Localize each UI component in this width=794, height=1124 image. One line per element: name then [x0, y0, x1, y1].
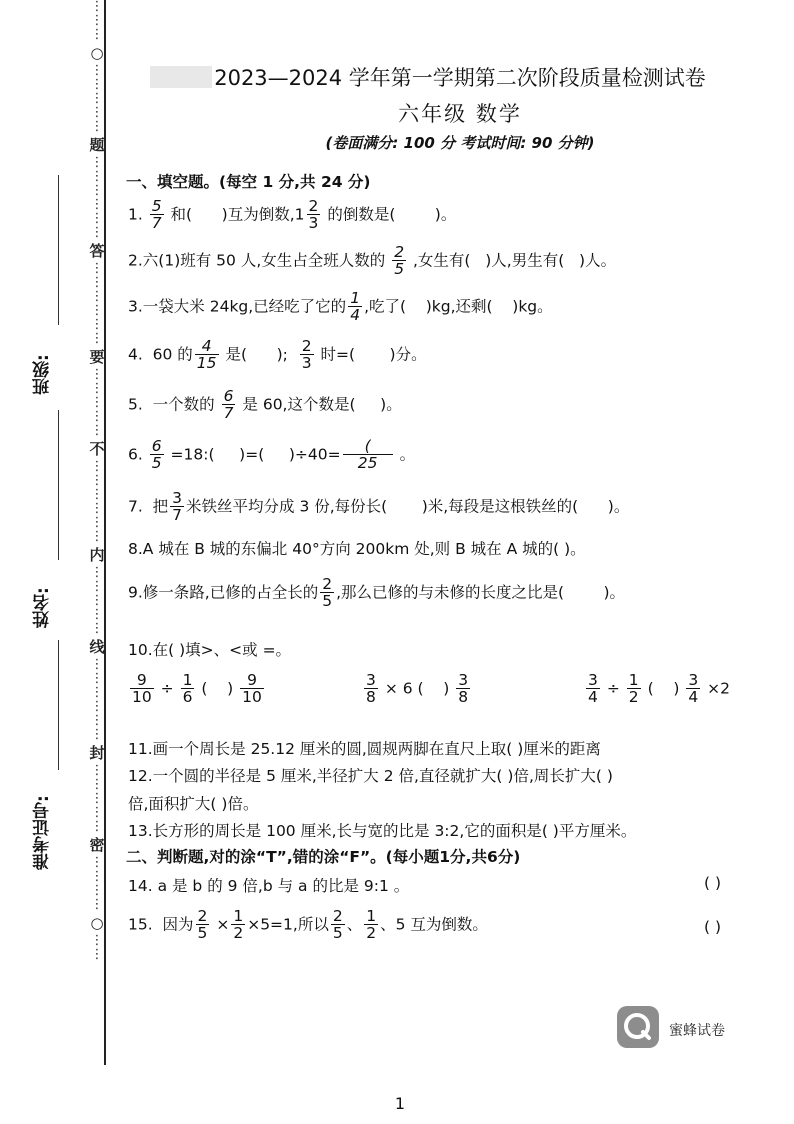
question-1: 1. $\frac{5}{7}$ 和( )互为倒数,1 $\frac{2}{3}$ 的倒数是( )。: [128, 197, 457, 233]
exam-title: 2023—2024 学年第一学期第二次阶段质量检测试卷: [214, 66, 706, 90]
question-3: 3.一袋大米 24kg,已经吃了它的 $\frac{1}{4}$ ,吃了( )kg,还剩( )kg。: [128, 289, 553, 325]
fraction: $\frac{9}{10}$: [132, 671, 152, 707]
question-10: 10.在( )填>、<或 =。: [128, 641, 292, 659]
question-12-line-2: 倍,面积扩大( )倍。: [128, 795, 259, 813]
exam-no-line: [58, 640, 59, 770]
exam-subtitle: 六年级 数学: [398, 102, 522, 126]
section-heading: 一、填空题。(每空 1 分,共 24 分): [126, 173, 371, 191]
seal-word: 密: [89, 836, 105, 854]
question-7: 7. 把 $\frac{3}{7}$ 米铁丝平均分成 3 份,每份长( )米,每段是这根铁丝的( )。: [128, 489, 630, 525]
fraction: $\frac{1}{2}$: [366, 907, 377, 943]
fraction: $\frac{(}{25}$: [343, 438, 393, 472]
fraction: $\frac{3}{4}$: [688, 671, 699, 707]
seal-word: 封: [89, 744, 105, 762]
question-14: 14. a 是 b 的 9 倍,b 与 a 的比是 9:1 。: [128, 877, 410, 895]
brand-text: 蜜蜂试卷: [669, 1023, 725, 1039]
fraction: $\frac{2}{5}$: [197, 907, 208, 943]
question-6: 6. $\frac{6}{5}$ =18:( )=( )÷40= $\frac{(}{25}$ 。: [128, 437, 416, 473]
seal-word: 要: [89, 348, 105, 366]
fraction: $\frac{2}{5}$: [332, 907, 343, 943]
fraction: $\frac{6}{7}$: [223, 387, 234, 423]
seal-circle-top: ○: [90, 44, 104, 62]
brand-logo-icon: [617, 1006, 659, 1048]
compare-1: $\frac{9}{10}$ ÷ $\frac{1}{6}$ ( ) $\frac{9}{10}$: [132, 671, 262, 707]
fraction: $\frac{2}{5}$: [322, 575, 333, 611]
name-line: [58, 410, 59, 560]
fraction: $\frac{1}{2}$: [628, 671, 639, 707]
section-heading: 二、判断题,对的涂“T”,错的涂“F”。(每小题1分,共6分): [126, 848, 521, 866]
seal-word: 内: [89, 546, 105, 564]
answer-blank: ( ): [201, 679, 234, 698]
fraction: $\frac{2}{3}$: [308, 197, 319, 233]
answer-box-14: ( ): [704, 874, 722, 892]
fraction: $\frac{5}{7}$: [151, 197, 162, 233]
class-line: [58, 175, 59, 325]
seal-word: 题: [89, 136, 105, 154]
question-15: 15. 因为 $\frac{2}{5}$ × $\frac{1}{2}$ ×5=1,所以 $\frac{2}{5}$ 、 $\frac{1}{2}$ 、5 互为倒数。: [128, 907, 488, 943]
answer-blank: ( ): [647, 679, 680, 698]
seal-word: 答: [89, 242, 105, 260]
fraction: $\frac{3}{8}$: [366, 671, 376, 707]
answer-box-15: ( ): [704, 918, 722, 936]
fraction: $\frac{2}{5}$: [394, 243, 405, 279]
answer-blank: ( ): [417, 679, 450, 698]
fraction: $\frac{1}{2}$: [233, 907, 244, 943]
fraction: $\frac{3}{7}$: [172, 489, 183, 525]
question-9: 9.修一条路,已修的占全长的 $\frac{2}{5}$ ,那么已修的与未修的长度之比是( )。: [128, 575, 626, 611]
fraction: $\frac{9}{10}$: [242, 671, 262, 707]
exam-no-label: 准考证号:: [33, 795, 53, 870]
compare-3: $\frac{3}{4}$ ÷ $\frac{1}{2}$ ( ) $\frac{3}{4}$ ×2: [588, 671, 730, 707]
page-number: 1: [394, 1094, 406, 1113]
question-13: 13.长方形的周长是 100 厘米,长与宽的比是 3:2,它的面积是( )平方厘米。: [128, 822, 637, 840]
seal-dots: ⋮ ⋮ ⋮: [90, 0, 104, 42]
question-11: 11.画一个周长是 25.12 厘米的圆,圆规两脚在直尺上取( )厘米的距离: [128, 740, 601, 758]
question-4: 4. 60 的 $\frac{4}{15}$ 是( ); $\frac{2}{3}$ 时=( )分。: [128, 337, 427, 373]
fraction: $\frac{6}{5}$: [151, 437, 162, 473]
seal-circle-bottom: ○: [90, 914, 104, 932]
fraction: $\frac{1}{4}$: [350, 289, 361, 325]
compare-2: $\frac{3}{8}$ × 6 ( ) $\frac{3}{8}$: [366, 671, 469, 707]
brand-watermark: [617, 1006, 767, 1056]
name-label: 姓名:: [33, 587, 53, 628]
question-12-line-1: 12.一个圆的半径是 5 厘米,半径扩大 2 倍,直径就扩大( )倍,周长扩大( ): [128, 767, 613, 785]
seal-line: ⋮ ⋮ ⋮ ○ ⋮ ⋮ ⋮ ⋮ ⋮ 题 ⋮ ⋮ ⋮ ⋮ ⋮ ⋮ 答 ⋮ ⋮ ⋮ ⋮ ⋮ ⋮ 要 ⋮ ⋮ ⋮ ⋮ ⋮ 不 ⋮ ⋮ ⋮ ⋮ ⋮ ⋮ 内 ⋮ ⋮ ⋮ ⋮ ⋮ 线 ⋮ ⋮ ⋮ ⋮ ⋮ ⋮ 封 ⋮ ⋮ ⋮ ⋮ ⋮ 密 ⋮ ⋮ ⋮ ⋮ ○ ⋮ ⋮: [89, 0, 105, 962]
question-2: 2.六(1)班有 50 人,女生占全班人数的 $\frac{2}{5}$ ,女生有( )人,男生有( )人。: [128, 243, 617, 279]
class-label: 班级:: [33, 354, 53, 395]
question-5: 5. 一个数的 $\frac{6}{7}$ 是 60,这个数是( )。: [128, 387, 402, 423]
fraction: $\frac{1}{6}$: [182, 671, 193, 707]
exam-meta: (卷面满分: 100 分 考试时间: 90 分钟): [325, 134, 595, 152]
seal-word: 线: [89, 638, 105, 656]
fraction: $\frac{3}{4}$: [588, 671, 598, 707]
fraction: $\frac{3}{8}$: [458, 671, 469, 707]
seal-word: 不: [89, 440, 105, 458]
fraction: $\frac{4}{15}$: [196, 337, 217, 373]
question-8: 8.A 城在 B 城的东偏北 40°方向 200km 处,则 B 城在 A 城的( )。: [128, 540, 586, 558]
fraction: $\frac{2}{3}$: [301, 337, 312, 373]
